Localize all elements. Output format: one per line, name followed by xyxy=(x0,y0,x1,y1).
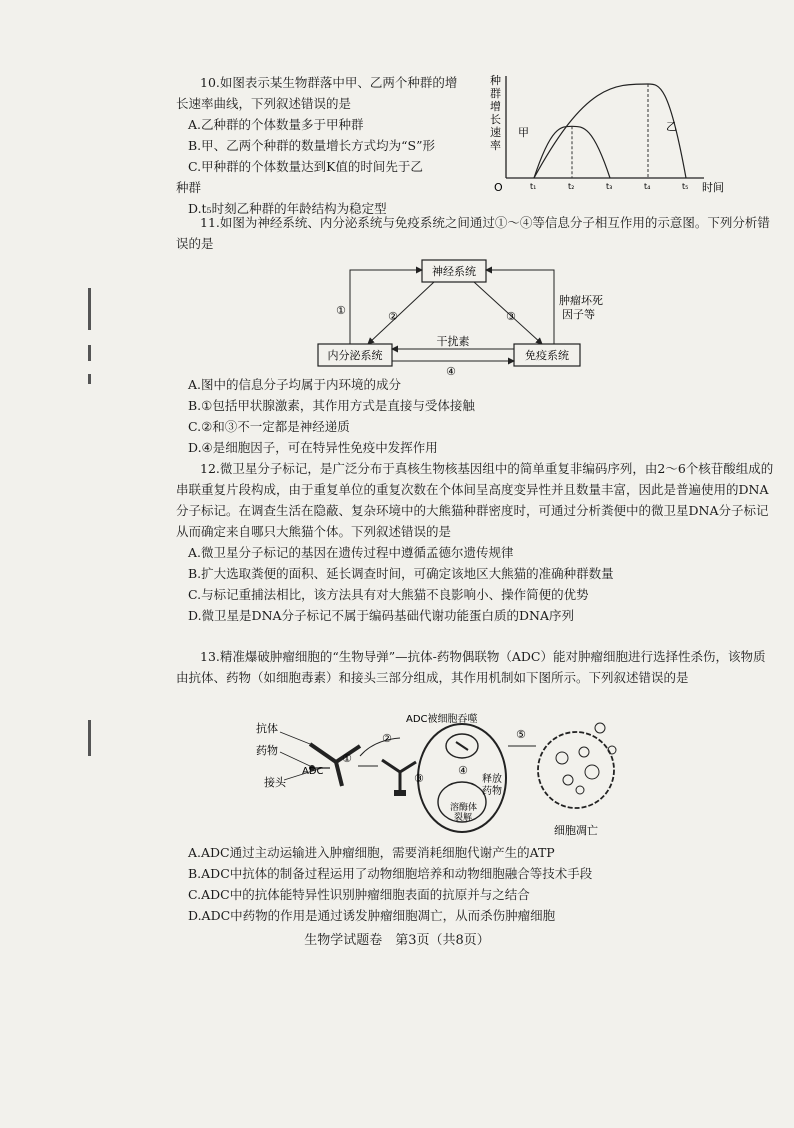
apoptotic-cell xyxy=(538,732,614,808)
tnf-label-line2: 因子等 xyxy=(562,308,595,321)
immune-system-label: 免疫系统 xyxy=(525,349,569,362)
nervous-system-label: 神经系统 xyxy=(432,265,476,278)
option-b: B.扩大选取粪便的面积、延长调查时间，可确定该地区大熊猫的准确种群数量 xyxy=(188,566,614,581)
lysosome-label-2: 裂解 xyxy=(454,813,473,823)
question-stem: 11.如图为神经系统、内分泌系统与免疫系统之间通过①～④等信息分子相互作用的示意图。下列分析错误的是 xyxy=(176,215,770,251)
apoptotic-body xyxy=(579,747,589,757)
linker-label: 接头 xyxy=(264,776,286,789)
option-d: D.④是细胞因子，可在特异性免疫中发挥作用 xyxy=(188,440,438,455)
y-axis-label-1: 种 xyxy=(490,74,501,87)
label-2: ② xyxy=(388,310,398,323)
drug-pointer xyxy=(280,752,310,766)
option-c: C.ADC中的抗体能特异性识别肿瘤细胞表面的抗原并与之结合 xyxy=(188,887,530,902)
question-stem: 10.如图表示某生物群落中甲、乙两个种群的增 xyxy=(200,75,458,90)
apoptotic-body xyxy=(585,765,599,779)
apoptotic-body xyxy=(556,752,568,764)
series-yi-label: 乙 xyxy=(666,120,677,133)
y-axis-label-2: 群 xyxy=(490,87,501,100)
adc-bound-receptor xyxy=(382,760,416,796)
neuro-endocrine-immune-diagram xyxy=(310,258,610,378)
adc-mechanism-diagram xyxy=(250,710,650,840)
margin-mark xyxy=(88,374,91,384)
antibody-pointer xyxy=(280,732,310,744)
y-axis-label-4: 长 xyxy=(490,113,501,126)
label-4: ④ xyxy=(446,365,456,378)
release-drug-label-1: 释放 xyxy=(482,774,502,785)
option-a: A.图中的信息分子均属于内环境的成分 xyxy=(188,377,402,392)
arrow-tnf xyxy=(486,270,554,344)
origin-label: O xyxy=(494,181,503,194)
margin-mark xyxy=(88,288,91,330)
tick-t4: t₄ xyxy=(644,182,651,191)
y-axis-label-5: 速 xyxy=(490,126,501,139)
question-13 xyxy=(176,646,776,688)
drug-label: 药物 xyxy=(256,744,278,757)
option-a: A.微卫星分子标记的基因在遗传过程中遵循孟德尔遗传规律 xyxy=(188,545,514,560)
option-d: D.微卫星是DNA分子标记不属于编码基础代谢功能蛋白质的DNA序列 xyxy=(188,608,575,623)
question-stem: 13.精准爆破肿瘤细胞的“生物导弹”—抗体-药物偶联物（ADC）能对肿瘤细胞进行选择性杀伤，该物质由抗体、药物（如细胞毒素）和接头三部分组成，其作用机制如下图所示。下列叙述错误的是 xyxy=(176,649,766,685)
option-a: A.ADC通过主动运输进入肿瘤细胞，需要消耗细胞代谢产生的ATP xyxy=(188,845,555,860)
option-c-continued: 种群 xyxy=(176,180,202,195)
tick-t3: t₃ xyxy=(606,182,613,191)
option-c: C.甲种群的个体数量达到K值的时间先于乙 xyxy=(188,159,423,174)
growth-rate-chart xyxy=(480,70,730,200)
engulfed-adc xyxy=(456,742,468,750)
tnf-label-line1: 肿瘤坏死 xyxy=(559,294,603,307)
y-axis-label-3: 增 xyxy=(490,100,501,113)
endocrine-system-label: 内分泌系统 xyxy=(327,349,383,362)
step-4-label: ④ xyxy=(458,764,468,777)
label-3: ③ xyxy=(506,310,516,323)
question-13-options xyxy=(176,842,776,926)
engulfed-label: ADC被细胞吞噬 xyxy=(406,714,478,725)
series-jia-label: 甲 xyxy=(518,126,529,139)
page-footer: 生物学试题卷 第3页（共8页） xyxy=(304,933,490,948)
apoptotic-body xyxy=(563,775,573,785)
margin-mark xyxy=(88,345,91,361)
step-3-label: ③ xyxy=(414,772,424,785)
option-d: D.t₅时刻乙种群的年龄结构为稳定型 xyxy=(188,201,387,216)
question-stem: 长速率曲线，下列叙述错误的是 xyxy=(176,96,352,111)
x-axis-label: 时间 xyxy=(702,181,724,194)
arrow-step-2 xyxy=(360,738,400,756)
arrow-2 xyxy=(368,282,434,344)
question-stem: 12.微卫星分子标记，是广泛分布于真核生物核基因组中的简单重复非编码序列，由2～6个核苷酸组成的串联重复片段构成，由于重复单位的重复次数在个体间呈高度变异性并且数量丰富，因此是普遍使用的DNA分子标记。在调查生活在隐蔽、复杂环境中的大熊猫种群密度时，可通过分析粪便中的微卫星DNA分子标记从而确定来自哪只大熊猫个体。下列叙述错误的是 xyxy=(176,461,774,539)
tick-t2: t₂ xyxy=(568,182,575,191)
option-b: B.①包括甲状腺激素，其作用方式是直接与受体接触 xyxy=(188,398,475,413)
y-axis-label-6: 率 xyxy=(490,139,501,152)
apoptosis-label: 细胞凋亡 xyxy=(554,824,598,837)
lysosome-label-1: 溶酶体 xyxy=(450,803,478,813)
option-c: C.与标记重捕法相比，该方法具有对大熊猫不良影响小、操作简便的优势 xyxy=(188,587,589,602)
question-11-options xyxy=(176,374,776,458)
adc-label: ADC xyxy=(302,766,324,777)
label-1: ① xyxy=(336,304,346,317)
release-drug-label-2: 药物 xyxy=(482,786,502,797)
option-c: C.②和③不一定都是神经递质 xyxy=(188,419,350,434)
option-b: B.ADC中抗体的制备过程运用了动物细胞培养和动物细胞融合等技术手段 xyxy=(188,866,593,881)
option-b: B.甲、乙两个种群的数量增长方式均为“S”形 xyxy=(188,138,436,153)
apoptotic-body xyxy=(595,723,605,733)
interferon-label: 干扰素 xyxy=(436,335,470,348)
question-12 xyxy=(176,458,776,626)
arrow-1 xyxy=(350,270,422,344)
tick-t1: t₁ xyxy=(530,182,537,191)
adc-molecule xyxy=(309,744,360,786)
step-1-label: ① xyxy=(342,752,352,765)
antibody-label: 抗体 xyxy=(256,722,278,735)
option-d: D.ADC中药物的作用是通过诱发肿瘤细胞凋亡，从而杀伤肿瘤细胞 xyxy=(188,908,556,923)
step-5-label: ⑤ xyxy=(516,728,526,741)
apoptotic-body xyxy=(576,786,584,794)
option-a: A.乙种群的个体数量多于甲种群 xyxy=(188,117,364,132)
tick-t5: t₅ xyxy=(682,182,689,191)
step-2-label: ② xyxy=(382,732,392,745)
question-11 xyxy=(176,212,776,254)
margin-mark xyxy=(88,720,91,756)
